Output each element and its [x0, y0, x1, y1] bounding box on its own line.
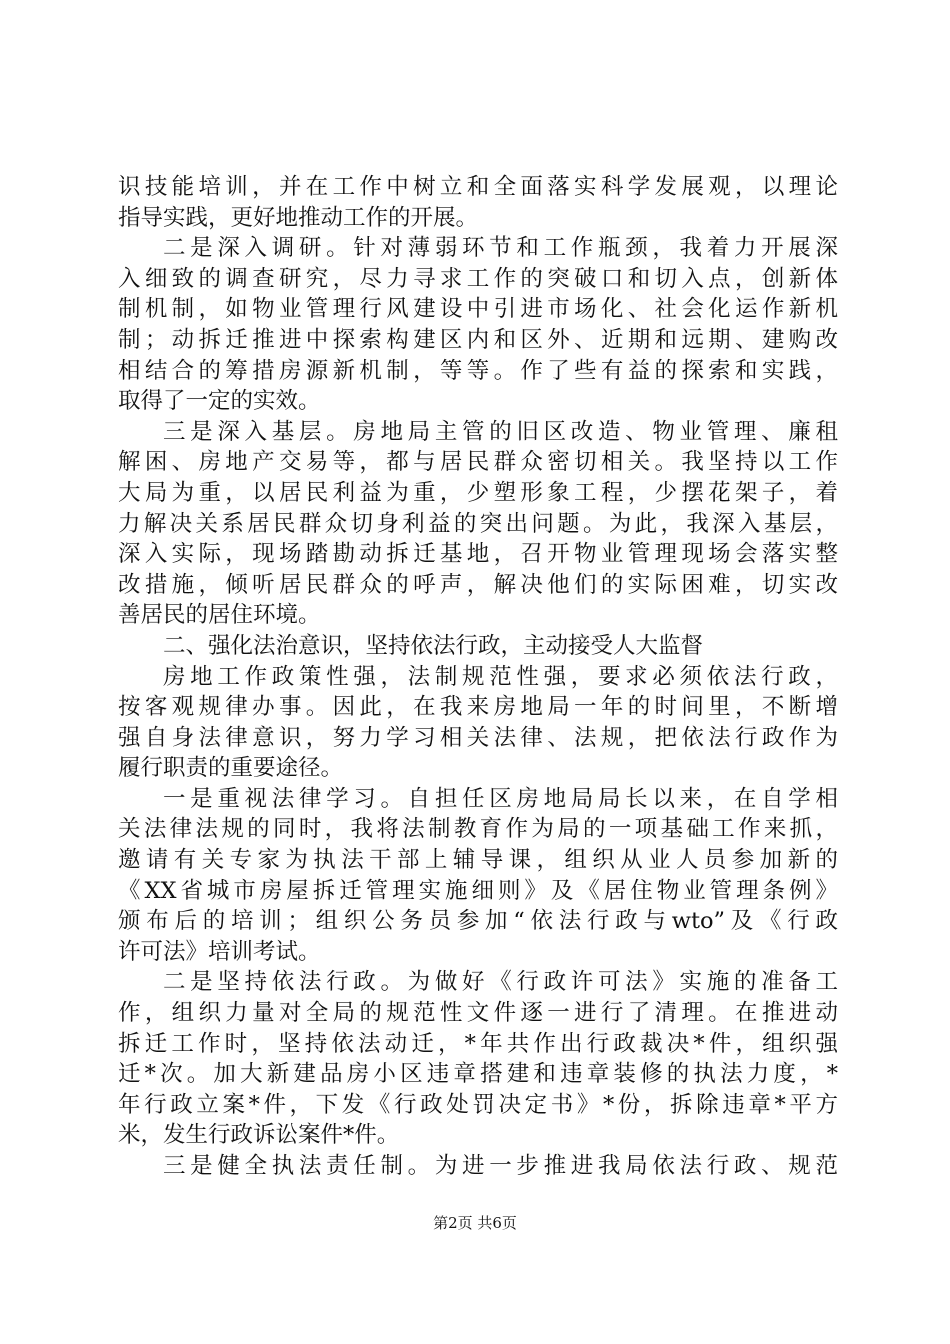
text-line: 解困、房地产交易等，都与居民群众密切相关。我坚持以工作: [118, 449, 838, 476]
text-line: 识技能培训，并在工作中树立和全面落实科学发展观，以理论: [118, 174, 838, 200]
text-line: 房地工作政策性强，法制规范性强，要求必须依法行政，: [163, 663, 838, 690]
text-line: 一是重视法律学习。自担任区房地局局长以来，在自学相: [163, 785, 838, 812]
page-footer: 第2页 共6页: [433, 1214, 517, 1232]
text-line: 作，组织力量对全局的规范性文件逐一进行了清理。在推进动: [118, 1000, 838, 1027]
text-line: 迁*次。加大新建品房小区违章搭建和违章装修的执法力度，*: [118, 1061, 838, 1088]
text-line: 许可法》培训考试。: [118, 938, 321, 965]
document-body: [118, 172, 838, 1182]
text-line: 履行职责的重要途径。: [118, 755, 344, 782]
text-line: 相结合的筹措房源新机制，等等。作了些有益的探索和实践，: [118, 357, 838, 384]
text-line: 力解决关系居民群众切身利益的突出问题。为此，我深入基层，: [118, 510, 838, 537]
text-line: 深入实际，现场踏勘动拆迁基地，召开物业管理现场会落实整: [118, 541, 838, 568]
text-line: 入细致的调查研究，尽力寻求工作的突破口和切入点，创新体: [118, 265, 838, 292]
text-line: 《XX省城市房屋拆迁管理实施细则》及《居住物业管理条例》: [118, 877, 838, 904]
text-line: 三是健全执法责任制。为进一步推进我局依法行政、规范: [163, 1153, 838, 1179]
text-line: 二是坚持依法行政。为做好《行政许可法》实施的准备工: [163, 969, 838, 996]
text-line: 颁布后的培训；组织公务员参加“依法行政与wto”及《行政: [118, 908, 838, 935]
text-line: 指导实践，更好地推动工作的开展。: [118, 204, 479, 231]
text-line: 善居民的居住环境。: [118, 602, 321, 629]
text-line: 关法律法规的同时，我将法制教育作为局的一项基础工作来抓，: [118, 816, 838, 843]
text-line: 年行政立案*件，下发《行政处罚决定书》*份，拆除违章*平方: [118, 1091, 838, 1118]
text-line: 二是深入调研。针对薄弱环节和工作瓶颈，我着力开展深: [163, 235, 838, 262]
text-line: 米，发生行政诉讼案件*件。: [118, 1122, 400, 1149]
text-line: 邀请有关专家为执法干部上辅导课，组织从业人员参加新的: [118, 847, 838, 874]
text-line: 三是深入基层。房地局主管的旧区改造、物业管理、廉租: [163, 418, 838, 445]
text-line: 强自身法律意识，努力学习相关法律、法规，把依法行政作为: [118, 724, 838, 751]
text-line: 改措施，倾听居民群众的呼声，解决他们的实际困难，切实改: [118, 571, 838, 598]
text-line: 二、强化法治意识，坚持依法行政，主动接受人大监督: [163, 632, 704, 659]
text-line: 取得了一定的实效。: [118, 388, 321, 415]
text-line: 按客观规律办事。因此，在我来房地局一年的时间里，不断增: [118, 694, 838, 721]
text-line: 制机制，如物业管理行风建设中引进市场化、社会化运作新机: [118, 296, 838, 323]
text-line: 制；动拆迁推进中探索构建区内和区外、近期和远期、建购改: [118, 326, 838, 353]
text-line: 大局为重，以居民利益为重，少塑形象工程，少摆花架子，着: [118, 479, 838, 506]
text-line: 拆迁工作时，坚持依法动迁，*年共作出行政裁决*件，组织强: [118, 1030, 838, 1057]
